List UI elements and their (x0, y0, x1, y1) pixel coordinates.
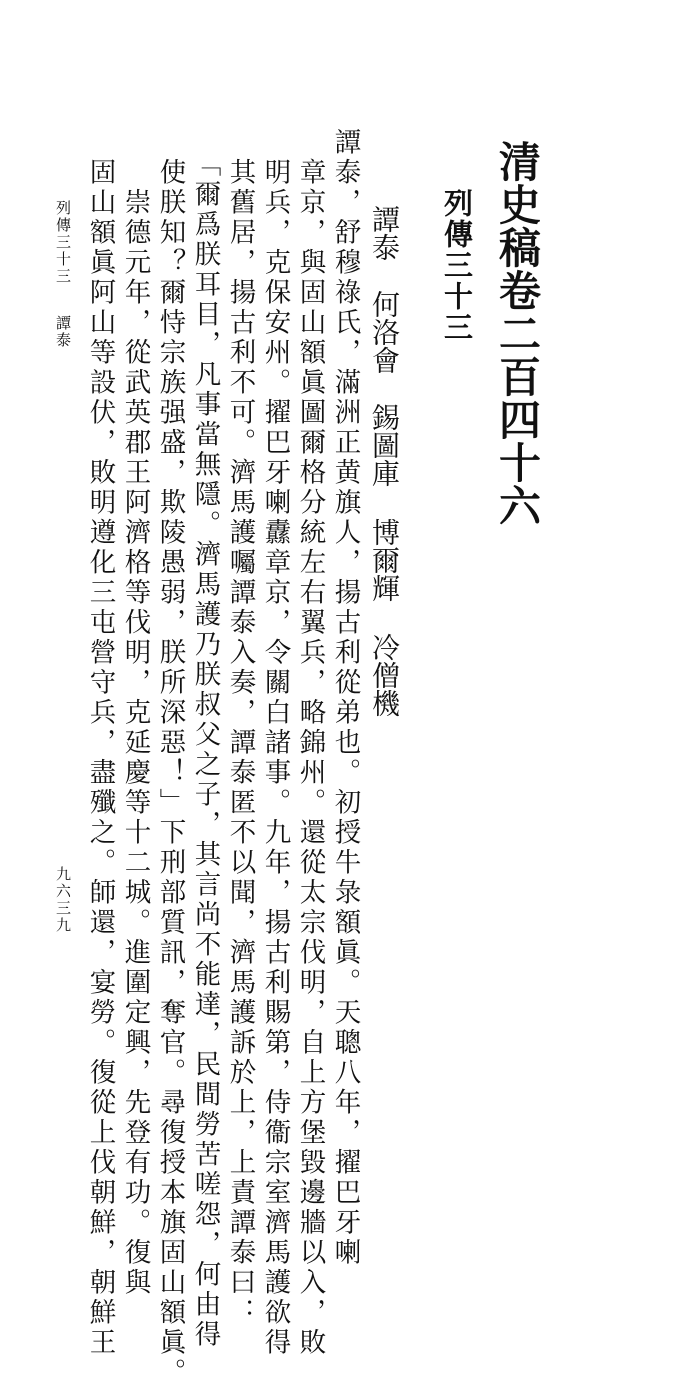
biography-name: 何洛會 (368, 290, 401, 374)
body-column: 章京，與固山額眞圖爾格分統左右翼兵，略錦州。還從太宗伐明，自上方堡毀邊牆以入，敗 (294, 158, 326, 1358)
body-column: 崇德元年，從武英郡王阿濟格等伐明，克延慶等十二城。進圍定興，先登有功。復與 (119, 188, 151, 1298)
running-header-section: 列傳三十三 (54, 200, 72, 285)
body-column: 明兵，克保安州。擢巴牙喇纛章京，令關白諸事。九年，揚古利賜第，侍衞宗室濟馬護欲得 (259, 158, 291, 1358)
chapter-title: 清史稿卷二百四十六 (493, 140, 542, 527)
biography-name: 譚泰 (368, 205, 401, 261)
running-header (55, 200, 70, 349)
running-header-name: 譚泰 (54, 315, 72, 349)
biography-name: 博爾輝 (368, 518, 401, 602)
biography-names (368, 205, 410, 717)
chapter-subtitle: 列傳三十三 (440, 188, 474, 343)
body-column: 其舊居，揚古利不可。濟馬護囑譚泰入奏，譚泰匿不以聞，濟馬護訴於上，上責譚泰曰： (224, 158, 256, 1328)
biography-name: 錫圖庫 (368, 403, 401, 487)
page-number: 九六三九 (54, 866, 72, 934)
body-column: 「爾爲朕耳目，凡事當無隱。濟馬護乃朕叔父之子，其言尚不能達，民間勞苦嗟怨，何由得 (189, 150, 221, 1350)
body-column: 使朕知？爾恃宗族强盛，欺陵愚弱，朕所深惡！」下刑部質訊，奪官。尋復授本旗固山額眞。 (154, 158, 186, 1388)
body-column: 固山額眞阿山等設伏，敗明遵化三屯營守兵，盡殲之。師還，宴勞。復從上伐朝鮮，朝鮮王 (84, 158, 116, 1358)
body-column: 譚泰，舒穆祿氏，滿洲正黄旗人，揚古利從弟也。初授牛彔額眞。天聰八年，擢巴牙喇 (329, 128, 361, 1268)
biography-name: 冷僧機 (368, 633, 401, 717)
